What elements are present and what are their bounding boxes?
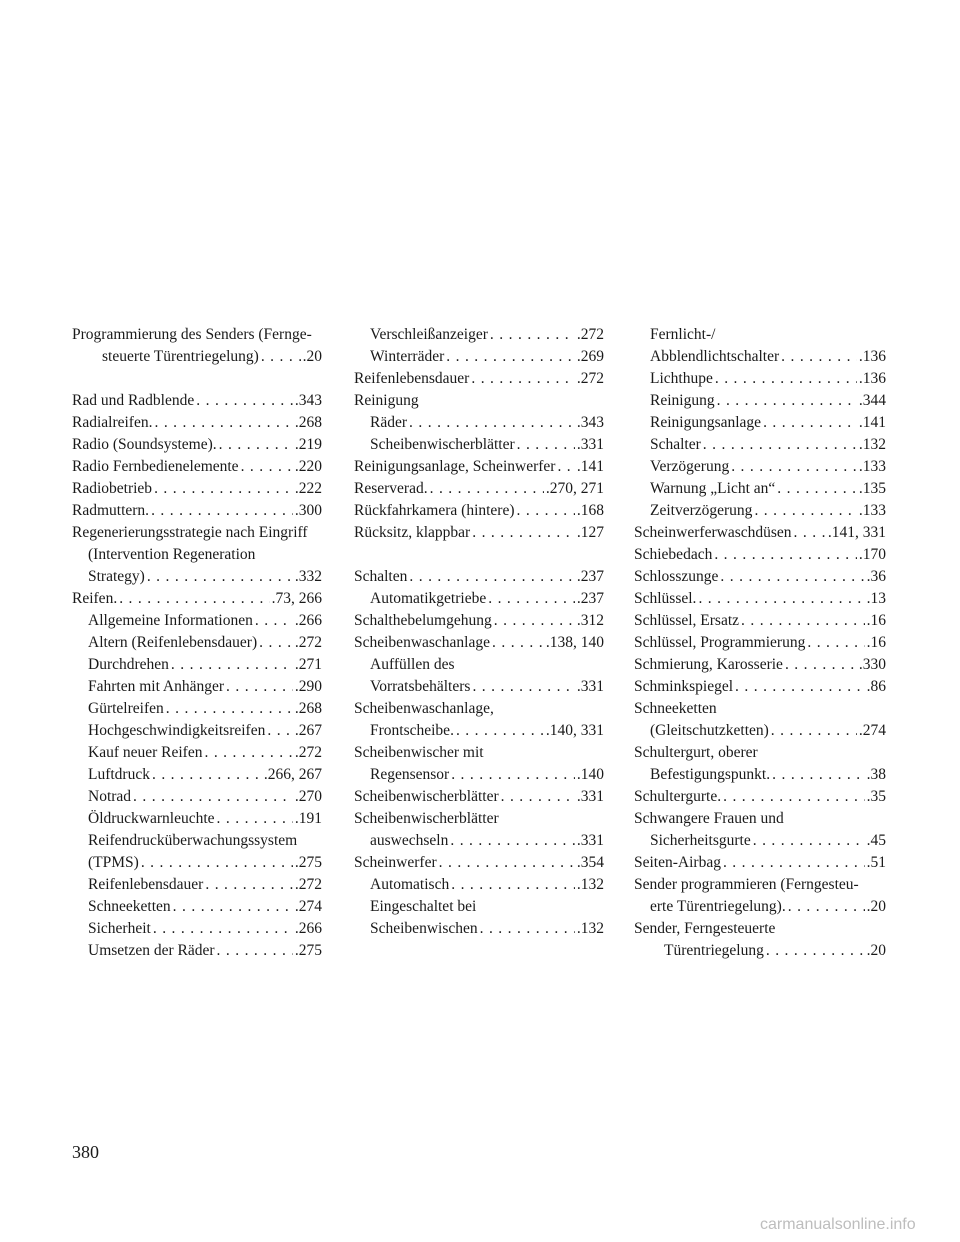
index-subentry: Scheibenwischerblätter . . . .331	[354, 434, 604, 456]
index-entry: Scheibenwaschanlage,	[354, 700, 494, 717]
index-subentry: Fahrten mit Anhänger . . . .290	[72, 676, 322, 698]
index-subentry: Schneeketten . . . .274	[72, 896, 322, 918]
index-subentry: Öldruckwarnleuchte . . . .191	[72, 808, 322, 830]
index-entry: Radialreifen. . . . .268	[72, 412, 322, 434]
index-entry: steuerte Türentriegelung) . . . .20	[72, 346, 322, 368]
index-subentry: Automatisch . . . .132	[354, 874, 604, 896]
page-number: 380	[72, 1142, 99, 1162]
index-subentry: Warnung „Licht an“ . . . .135	[634, 478, 886, 500]
index-subentry: Reinigung . . . .344	[634, 390, 886, 412]
index-entry: Schultergurte. . . . .35	[634, 786, 886, 808]
index-entry: Schminkspiegel . . . .86	[634, 676, 886, 698]
index-entry: Reifenlebensdauer . . . .272	[354, 368, 604, 390]
index-entry: Schlosszunge . . . .36	[634, 566, 886, 588]
index-entry: Schwangere Frauen und	[634, 810, 784, 827]
index-subentry: Gürtelreifen . . . .268	[72, 698, 322, 720]
index-entry: Radio Fernbedienelemente . . . .220	[72, 456, 322, 478]
index-entry: Schlüssel, Ersatz . . . .16	[634, 610, 886, 632]
index-subentry: Reifenlebensdauer . . . .272	[72, 874, 322, 896]
index-entry: Schneeketten	[634, 700, 717, 717]
index-entry: Reinigungsanlage, Scheinwerfer . . . .141	[354, 456, 604, 478]
index-subentry: Automatikgetriebe . . . .237	[354, 588, 604, 610]
index-entry: Radmuttern. . . . .300	[72, 500, 322, 522]
index-entry: Radiobetrieb . . . .222	[72, 478, 322, 500]
index-entry: Scheinwerferwaschdüsen . . . .141, 331	[634, 522, 886, 544]
index-entry: Reinigung	[354, 392, 419, 409]
index-subentry: Räder . . . .343	[354, 412, 604, 434]
index-subentry: Eingeschaltet bei	[370, 898, 477, 915]
index-entry: Reserverad. . . . .270, 271	[354, 478, 604, 500]
index-entry: Schlüssel. . . . .13	[634, 588, 886, 610]
index-subentry: Altern (Reifenlebensdauer) . . . .272	[72, 632, 322, 654]
index-entry: erte Türentriegelung). . . . .20	[634, 896, 886, 918]
index-subentry: Fernlicht-/	[650, 326, 716, 343]
index-subentry: Zeitverzögerung . . . .133	[634, 500, 886, 522]
index-entry: Regenerierungsstrategie nach Eingriff	[72, 524, 308, 541]
index-subentry: Reifendrucküberwachungssystem	[88, 832, 298, 849]
index-subentry: Hochgeschwindigkeitsreifen . . . .267	[72, 720, 322, 742]
index-entry: Seiten-Airbag . . . .51	[634, 852, 886, 874]
index-entry: Scheibenwischerblätter	[354, 810, 499, 827]
index-subentry: Durchdrehen . . . .271	[72, 654, 322, 676]
index-entry: Scheibenwischer mit	[354, 744, 484, 761]
index-column-2	[354, 324, 604, 940]
index-entry: (Gleitschutzketten) . . . .274	[634, 720, 886, 742]
index-entry: Schlüssel, Programmierung . . . .16	[634, 632, 886, 654]
index-entry: Reifen. . . . .73, 266	[72, 588, 322, 610]
index-entry: Strategy) . . . .332	[72, 566, 322, 588]
index-entry: Türentriegelung . . . .20	[634, 940, 886, 962]
index-subentry: Luftdruck . . . .266, 267	[72, 764, 322, 786]
index-entry: Schmierung, Karosserie . . . .330	[634, 654, 886, 676]
index-entry: Radio (Soundsysteme). . . . .219	[72, 434, 322, 456]
index-subentry: Kauf neuer Reifen . . . .272	[72, 742, 322, 764]
index-subentry: Vorratsbehälters . . . .331	[354, 676, 604, 698]
index-entry: Rückfahrkamera (hintere) . . . .168	[354, 500, 604, 522]
index-entry: Schiebedach . . . .170	[634, 544, 886, 566]
index-subentry: (TPMS) . . . .275	[72, 852, 322, 874]
index-entry: Sender, Ferngesteuerte	[634, 920, 776, 937]
index-entry: Sender programmieren (Ferngesteu-	[634, 876, 859, 893]
index-subentry: Sicherheit . . . .266	[72, 918, 322, 940]
index-entry: Schultergurt, oberer	[634, 744, 758, 761]
index-entry: Scheibenwischerblätter . . . .331	[354, 786, 604, 808]
index-entry: Scheibenwaschanlage . . . .138, 140	[354, 632, 604, 654]
index-entry: Frontscheibe. . . . .140, 331	[354, 720, 604, 742]
index-subentry: Abblendlichtschalter . . . .136	[634, 346, 886, 368]
index-subentry: Scheibenwischen . . . .132	[354, 918, 604, 940]
index-subentry: Verschleißanzeiger . . . .272	[354, 324, 604, 346]
index-subentry: Umsetzen der Räder . . . .275	[72, 940, 322, 962]
index-entry: auswechseln . . . .331	[354, 830, 604, 852]
index-subentry: Verzögerung . . . .133	[634, 456, 886, 478]
index-entry: Sicherheitsgurte . . . .45	[634, 830, 886, 852]
index-subentry: Notrad . . . .270	[72, 786, 322, 808]
index-entry: Rücksitz, klappbar . . . .127	[354, 522, 604, 544]
index-entry: Programmierung des Senders (Fernge-	[72, 326, 312, 343]
index-entry: Scheinwerfer . . . .354	[354, 852, 604, 874]
watermark: carmanualsonline.info	[760, 1216, 916, 1233]
index-subentry: Lichthupe . . . .136	[634, 368, 886, 390]
index-subentry: Schalter . . . .132	[634, 434, 886, 456]
index-entry: Regensensor . . . .140	[354, 764, 604, 786]
index-entry: (Intervention Regeneration	[88, 546, 256, 563]
index-column-1	[72, 324, 322, 962]
index-entry: Schalthebelumgehung . . . .312	[354, 610, 604, 632]
index-entry: Befestigungspunkt. . . . .38	[634, 764, 886, 786]
index-subentry: Allgemeine Informationen . . . .266	[72, 610, 322, 632]
index-entry: Rad und Radblende . . . .343	[72, 390, 322, 412]
index-subentry: Winterräder . . . .269	[354, 346, 604, 368]
index-subentry: Reinigungsanlage . . . .141	[634, 412, 886, 434]
index-subentry: Auffüllen des	[370, 656, 455, 673]
index-column-3	[634, 324, 886, 962]
index-entry: Schalten . . . .237	[354, 566, 604, 588]
